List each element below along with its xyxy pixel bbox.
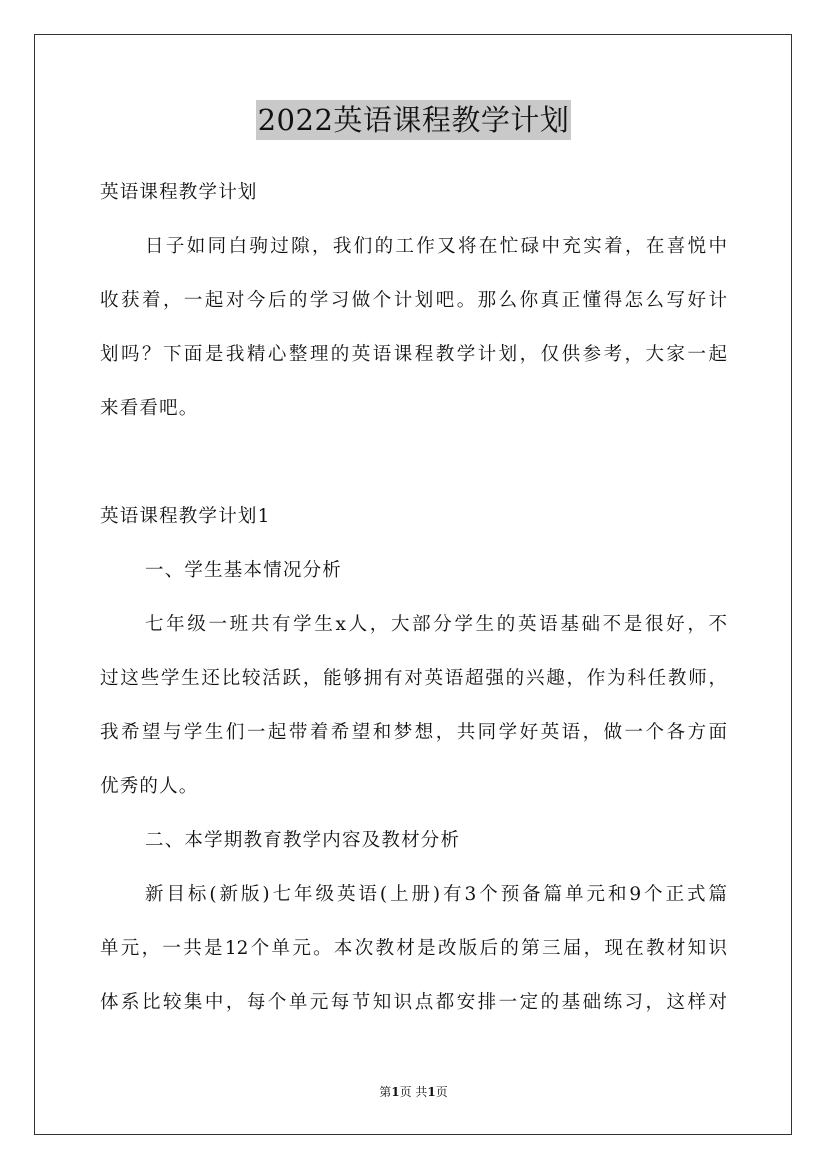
footer-total-pages: 1 (427, 1085, 436, 1099)
document-subtitle: 英语课程教学计划 (100, 182, 258, 203)
footer-middle: 页 共 (399, 1085, 428, 1099)
footer-suffix: 页 (435, 1085, 448, 1099)
document-title: 2022英语课程教学计划 (256, 100, 572, 140)
subsection-heading: 一、学生基本情况分析 (145, 560, 343, 581)
title-container (0, 100, 827, 140)
paragraph-line: 划吗？下面是我精心整理的英语课程教学计划，仅供参考，大家一起 (100, 344, 727, 365)
paragraph-line: 日子如同白驹过隙，我们的工作又将在忙碌中充实着，在喜悦中 (145, 236, 727, 257)
footer-page-number: 1 (391, 1085, 400, 1099)
paragraph-line: 体系比较集中，每个单元每节知识点都安排一定的基础练习，这样对 (100, 992, 727, 1013)
page-footer (0, 1084, 827, 1100)
paragraph-line: 收获着，一起对今后的学习做个计划吧。那么你真正懂得怎么写好计 (100, 290, 727, 311)
paragraph-line: 我希望与学生们一起带着希望和梦想，共同学好英语，做一个各方面 (100, 722, 727, 743)
paragraph-line: 过这些学生还比较活跃，能够拥有对英语超强的兴趣，作为科任教师， (100, 668, 727, 689)
section-heading: 英语课程教学计划1 (100, 506, 271, 527)
paragraph-line: 七年级一班共有学生x人，大部分学生的英语基础不是很好，不 (145, 614, 727, 635)
paragraph-line: 优秀的人。 (100, 776, 199, 797)
paragraph-line: 单元，一共是12个单元。本次教材是改版后的第三届，现在教材知识 (100, 938, 727, 959)
subsection-heading: 二、本学期教育教学内容及教材分析 (145, 830, 461, 851)
paragraph-line: 来看看吧。 (100, 398, 199, 419)
paragraph-line: 新目标(新版)七年级英语(上册)有3个预备篇单元和9个正式篇 (145, 884, 727, 905)
footer-prefix: 第 (379, 1085, 392, 1099)
